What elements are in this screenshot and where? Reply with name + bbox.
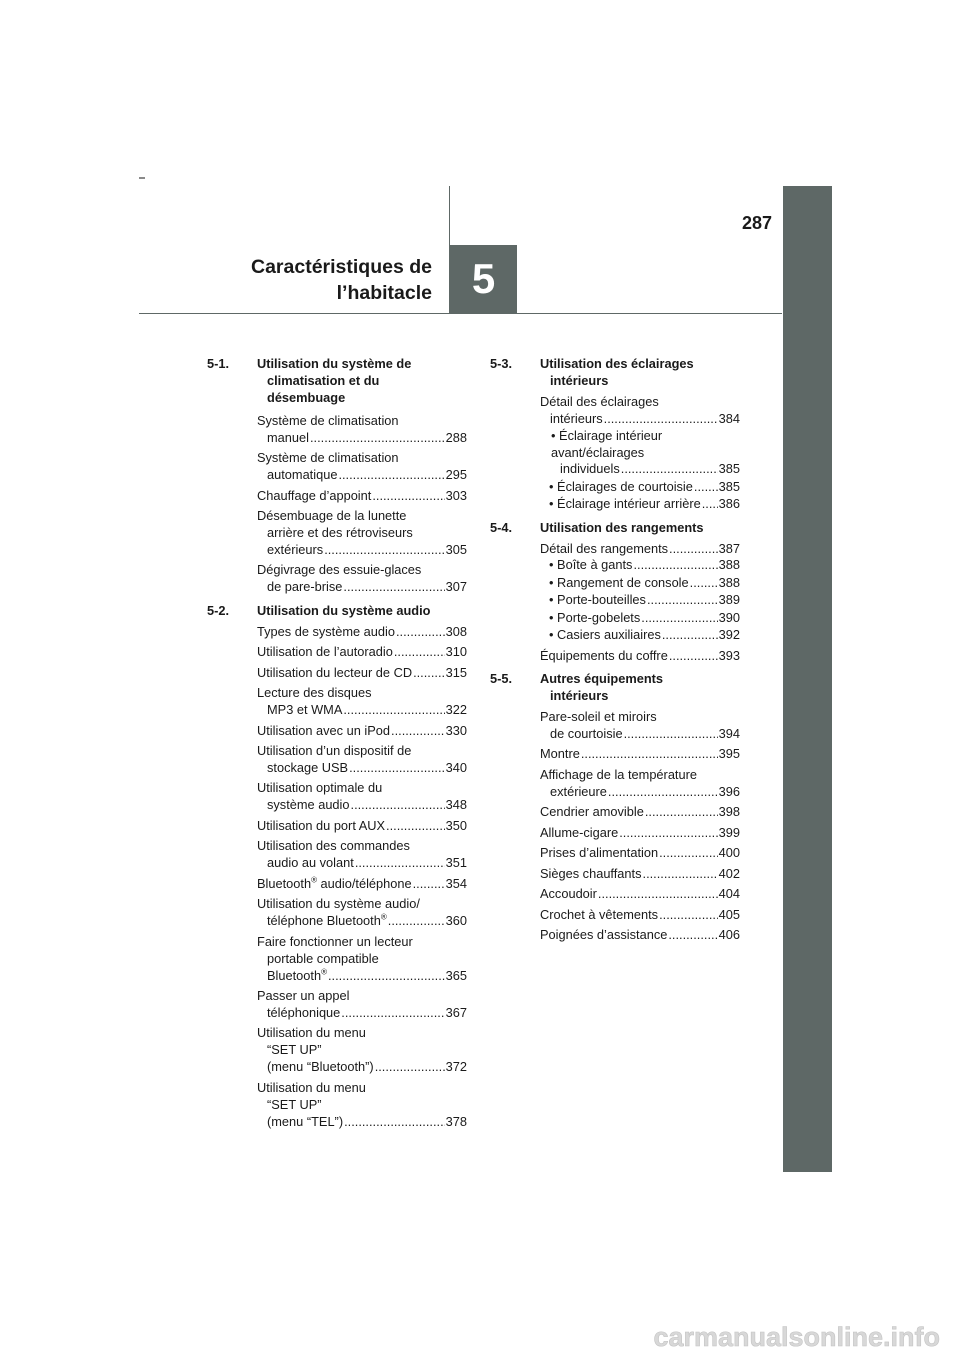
toc-entry[interactable]: Utilisation du menu “SET UP” (menu “TEL”) ..... 378 — [257, 1080, 467, 1131]
toc-entry[interactable]: Système de climatisation automatique ..... 295 — [257, 450, 467, 484]
toc-column-left — [207, 356, 467, 1134]
header-divider-horizontal — [139, 313, 782, 314]
footer-watermark[interactable] — [0, 1318, 960, 1358]
toc-entry[interactable]: Prises d’alimentation ..... 400 — [540, 845, 740, 862]
toc-entry[interactable]: Poignées d’assistance ..... 406 — [540, 927, 740, 944]
toc-column-right — [490, 356, 740, 948]
toc-entry[interactable]: Utilisation optimale du système audio ..... 348 — [257, 780, 467, 814]
toc-section-5-5[interactable] — [490, 671, 740, 705]
toc-entry[interactable]: Chauffage d’appoint ..... 303 — [257, 488, 467, 505]
toc-entry[interactable]: Détail des éclairages intérieurs ..... 384 — [540, 394, 740, 428]
toc-entry[interactable]: Utilisation du menu “SET UP” (menu “Bluetooth”) ..... 372 — [257, 1025, 467, 1076]
toc-entry[interactable]: Utilisation du port AUX ..... 350 — [257, 818, 467, 835]
toc-entry[interactable]: Allume-cigare ..... 399 — [540, 825, 740, 842]
chapter-side-tab[interactable] — [783, 186, 832, 1172]
toc-entry[interactable]: Crochet à vêtements ..... 405 — [540, 907, 740, 924]
toc-entry[interactable]: Désembuage de la lunette arrière et des rétroviseurs extérieurs ..... 305 — [257, 508, 467, 559]
toc-subentry[interactable]: • Porte-bouteilles ..... 389 — [540, 592, 740, 609]
toc-entry[interactable]: Montre ..... 395 — [540, 746, 740, 763]
toc-entry[interactable]: Passer un appel téléphonique ..... 367 — [257, 988, 467, 1022]
toc-subentry[interactable]: • Éclairage intérieur arrière ..... 386 — [540, 496, 740, 513]
section-title: Utilisation des rangements — [540, 519, 704, 535]
section-number: 5-2. — [207, 602, 230, 618]
toc-subentry[interactable]: • Éclairages de courtoisie ..... 385 — [540, 479, 740, 496]
toc-entry[interactable]: Utilisation des commandes audio au volant ..... 351 — [257, 838, 467, 872]
section-title: Utilisation du système audio — [257, 602, 431, 618]
toc-entry[interactable]: Pare-soleil et miroirs de courtoisie ..... 394 — [540, 709, 740, 743]
toc-entry[interactable]: Affichage de la température extérieure ..... 396 — [540, 767, 740, 801]
toc-subentry[interactable]: • Éclairage intérieur avant/éclairages individuels ..... 385 — [540, 428, 740, 479]
toc-entry[interactable]: Accoudoir ..... 404 — [540, 886, 740, 903]
toc-subentry[interactable]: • Casiers auxiliaires ..... 392 — [540, 627, 740, 644]
toc-entry[interactable]: Faire fonctionner un lecteur portable compatible Bluetooth® ..... 365 — [257, 934, 467, 985]
corner-mark — [139, 177, 145, 179]
chapter-title — [180, 254, 432, 306]
toc-entry[interactable]: Bluetooth® audio/téléphone ..... 354 — [257, 876, 467, 893]
toc-entry[interactable]: Équipements du coffre ..... 393 — [540, 648, 740, 665]
toc-subentry[interactable]: • Rangement de console ..... 388 — [540, 575, 740, 592]
section-title: Utilisation du système de climatisation et du désembuage — [257, 356, 412, 405]
toc-entry[interactable]: Utilisation d’un dispositif de stockage USB ..... 340 — [257, 743, 467, 777]
toc-entry[interactable]: Utilisation du système audio/ téléphone Bluetooth® ..... 360 — [257, 896, 467, 930]
toc-section-5-3[interactable] — [490, 356, 740, 390]
chapter-title-line: l’habitacle — [336, 282, 432, 304]
toc-entry[interactable]: Cendrier amovible ..... 398 — [540, 804, 740, 821]
toc-entry[interactable]: Dégivrage des essuie-glaces de pare-brise ..... 307 — [257, 562, 467, 596]
section-number: 5-4. — [490, 519, 513, 535]
watermark-text: carmanualsonline.info — [653, 1322, 940, 1352]
section-number: 5-1. — [207, 356, 230, 371]
toc-entry[interactable]: Utilisation de l’autoradio ..... 310 — [257, 644, 467, 661]
toc-entry[interactable]: Utilisation avec un iPod ..... 330 — [257, 723, 467, 740]
toc-entry[interactable]: Système de climatisation manuel ..... 288 — [257, 413, 467, 447]
toc-section-5-4[interactable] — [490, 520, 740, 537]
toc-entry[interactable]: Lecture des disques MP3 et WMA ..... 322 — [257, 685, 467, 719]
chapter-title-line: Caractéristiques de — [251, 256, 432, 278]
toc-section-5-2[interactable] — [207, 603, 467, 620]
section-number: 5-3. — [490, 356, 513, 371]
toc-entry[interactable]: Types de système audio ..... 308 — [257, 624, 467, 641]
page-number: 287 — [741, 213, 772, 233]
toc-section-5-1[interactable] — [207, 356, 467, 407]
toc-entry[interactable]: Sièges chauffants ..... 402 — [540, 866, 740, 883]
toc-entry[interactable]: Utilisation du lecteur de CD ..... 315 — [257, 665, 467, 682]
section-title: Autres équipements intérieurs — [540, 671, 664, 703]
section-title: Utilisation des éclairages intérieurs — [540, 356, 694, 388]
toc-subentry[interactable]: • Porte-gobelets ..... 390 — [540, 610, 740, 627]
chapter-number: 5 — [471, 255, 496, 302]
toc-entry[interactable]: Détail des rangements ..... 387 — [540, 541, 740, 558]
section-number: 5-5. — [490, 671, 513, 686]
toc-subentry[interactable]: • Boîte à gants ..... 388 — [540, 557, 740, 574]
